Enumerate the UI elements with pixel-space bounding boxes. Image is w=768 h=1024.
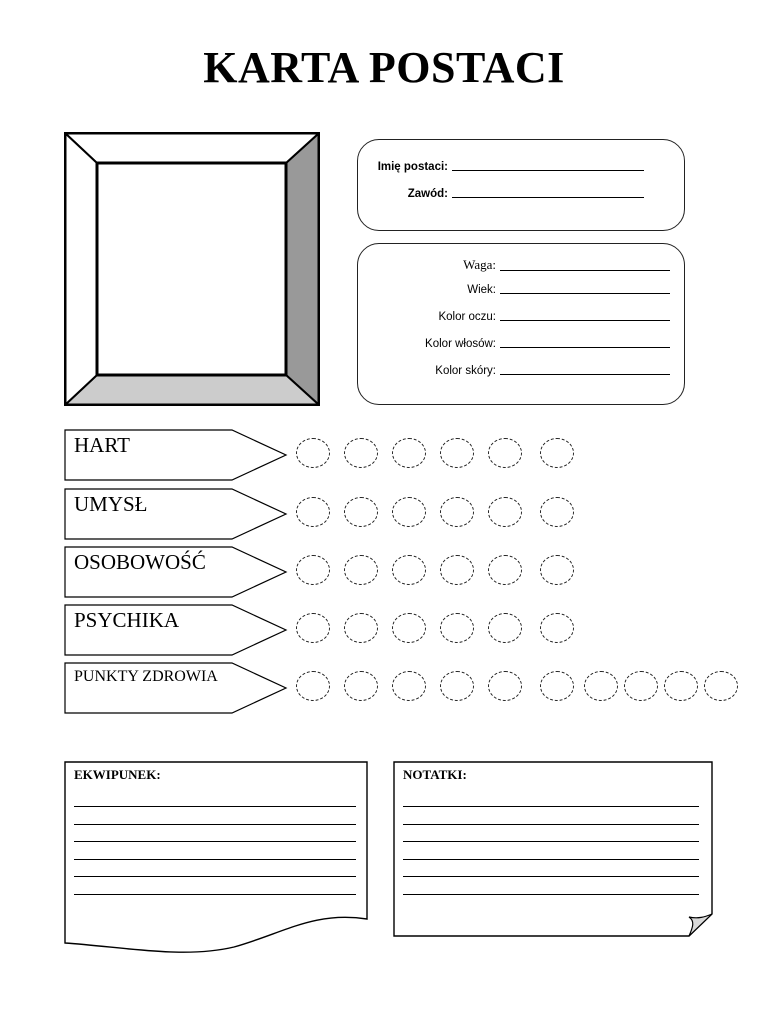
stat-point-circle[interactable] bbox=[296, 555, 330, 585]
stat-point-circle[interactable] bbox=[344, 671, 378, 701]
eye-color-line[interactable] bbox=[500, 320, 670, 321]
stat-row bbox=[64, 488, 288, 540]
stat-row bbox=[64, 604, 288, 656]
stat-row bbox=[64, 546, 288, 598]
skin-color-line[interactable] bbox=[500, 374, 670, 375]
stat-label: PUNKTY ZDROWIA bbox=[74, 668, 218, 685]
weight-line[interactable] bbox=[500, 270, 670, 271]
stat-point-circle[interactable] bbox=[624, 671, 658, 701]
stat-point-circle[interactable] bbox=[540, 613, 574, 643]
frame-top-bevel bbox=[66, 134, 319, 164]
stat-point-circle[interactable] bbox=[392, 438, 426, 468]
writing-line[interactable] bbox=[403, 806, 699, 807]
skin-color-field[interactable] bbox=[358, 365, 670, 377]
stat-point-circle[interactable] bbox=[540, 671, 574, 701]
stat-point-circle[interactable] bbox=[488, 613, 522, 643]
notes-panel bbox=[393, 761, 715, 941]
stat-row bbox=[64, 662, 288, 714]
stat-point-circle[interactable] bbox=[392, 613, 426, 643]
equipment-title: EKWIPUNEK: bbox=[74, 767, 161, 782]
notes-paper-shape bbox=[393, 761, 715, 941]
stat-point-circle[interactable] bbox=[540, 555, 574, 585]
hair-color-line[interactable] bbox=[500, 347, 670, 348]
stat-point-circle[interactable] bbox=[392, 555, 426, 585]
notes-title: NOTATKI: bbox=[403, 767, 467, 782]
stat-label: UMYSŁ bbox=[74, 492, 148, 516]
stat-point-circle[interactable] bbox=[440, 497, 474, 527]
eye-color-label: Kolor oczu: bbox=[438, 311, 496, 323]
stat-point-circle[interactable] bbox=[344, 555, 378, 585]
stat-point-circle[interactable] bbox=[540, 497, 574, 527]
stat-point-circle[interactable] bbox=[296, 438, 330, 468]
writing-line[interactable] bbox=[74, 859, 356, 860]
profession-line[interactable] bbox=[452, 197, 644, 198]
writing-line[interactable] bbox=[74, 806, 356, 807]
writing-line[interactable] bbox=[403, 841, 699, 842]
stat-label: PSYCHIKA bbox=[74, 608, 180, 632]
writing-line[interactable] bbox=[74, 894, 356, 895]
stat-point-circle[interactable] bbox=[440, 555, 474, 585]
stat-point-circle[interactable] bbox=[440, 671, 474, 701]
stat-point-circle[interactable] bbox=[344, 613, 378, 643]
portrait-frame[interactable] bbox=[64, 132, 320, 406]
writing-line[interactable] bbox=[74, 876, 356, 877]
stat-point-circle[interactable] bbox=[664, 671, 698, 701]
equipment-panel bbox=[64, 761, 370, 961]
writing-line[interactable] bbox=[74, 841, 356, 842]
stat-row bbox=[64, 429, 288, 481]
stat-point-circle[interactable] bbox=[392, 671, 426, 701]
stat-point-circle[interactable] bbox=[488, 671, 522, 701]
stat-point-circle[interactable] bbox=[392, 497, 426, 527]
stat-point-circle[interactable] bbox=[440, 613, 474, 643]
writing-line[interactable] bbox=[403, 824, 699, 825]
age-field[interactable] bbox=[358, 284, 670, 296]
page-title: KARTA POSTACI bbox=[203, 43, 565, 92]
name-line[interactable] bbox=[452, 170, 644, 171]
writing-line[interactable] bbox=[403, 876, 699, 877]
profession-field[interactable] bbox=[358, 188, 644, 200]
writing-line[interactable] bbox=[403, 894, 699, 895]
skin-color-label: Kolor skóry: bbox=[435, 365, 496, 377]
stat-point-circle[interactable] bbox=[296, 497, 330, 527]
appearance-box bbox=[357, 243, 685, 405]
frame-left-bevel bbox=[66, 134, 98, 405]
stat-label: HART bbox=[74, 433, 130, 457]
stat-point-circle[interactable] bbox=[296, 671, 330, 701]
portrait-area bbox=[97, 163, 286, 375]
frame-bottom-bevel bbox=[66, 375, 319, 405]
hair-color-field[interactable] bbox=[358, 338, 670, 350]
name-label: Imię postaci: bbox=[377, 161, 448, 173]
writing-line[interactable] bbox=[403, 859, 699, 860]
stat-point-circle[interactable] bbox=[344, 497, 378, 527]
name-field[interactable] bbox=[358, 161, 644, 173]
profession-label: Zawód: bbox=[407, 188, 448, 200]
stat-point-circle[interactable] bbox=[440, 438, 474, 468]
stat-point-circle[interactable] bbox=[540, 438, 574, 468]
hair-color-label: Kolor włosów: bbox=[425, 338, 496, 350]
stat-point-circle[interactable] bbox=[488, 438, 522, 468]
age-line[interactable] bbox=[500, 293, 670, 294]
stat-point-circle[interactable] bbox=[344, 438, 378, 468]
stat-point-circle[interactable] bbox=[704, 671, 738, 701]
weight-field[interactable] bbox=[358, 257, 670, 273]
page-curl bbox=[689, 914, 712, 936]
writing-line[interactable] bbox=[74, 824, 356, 825]
stat-point-circle[interactable] bbox=[488, 497, 522, 527]
eye-color-field[interactable] bbox=[358, 311, 670, 323]
stat-point-circle[interactable] bbox=[584, 671, 618, 701]
weight-label: Waga: bbox=[463, 257, 496, 272]
equipment-paper-shape bbox=[64, 761, 370, 961]
stat-label: OSOBOWOŚĆ bbox=[74, 550, 206, 574]
age-label: Wiek: bbox=[467, 284, 496, 296]
identity-box bbox=[357, 139, 685, 231]
stat-point-circle[interactable] bbox=[296, 613, 330, 643]
stat-point-circle[interactable] bbox=[488, 555, 522, 585]
frame-right-bevel bbox=[286, 134, 319, 405]
